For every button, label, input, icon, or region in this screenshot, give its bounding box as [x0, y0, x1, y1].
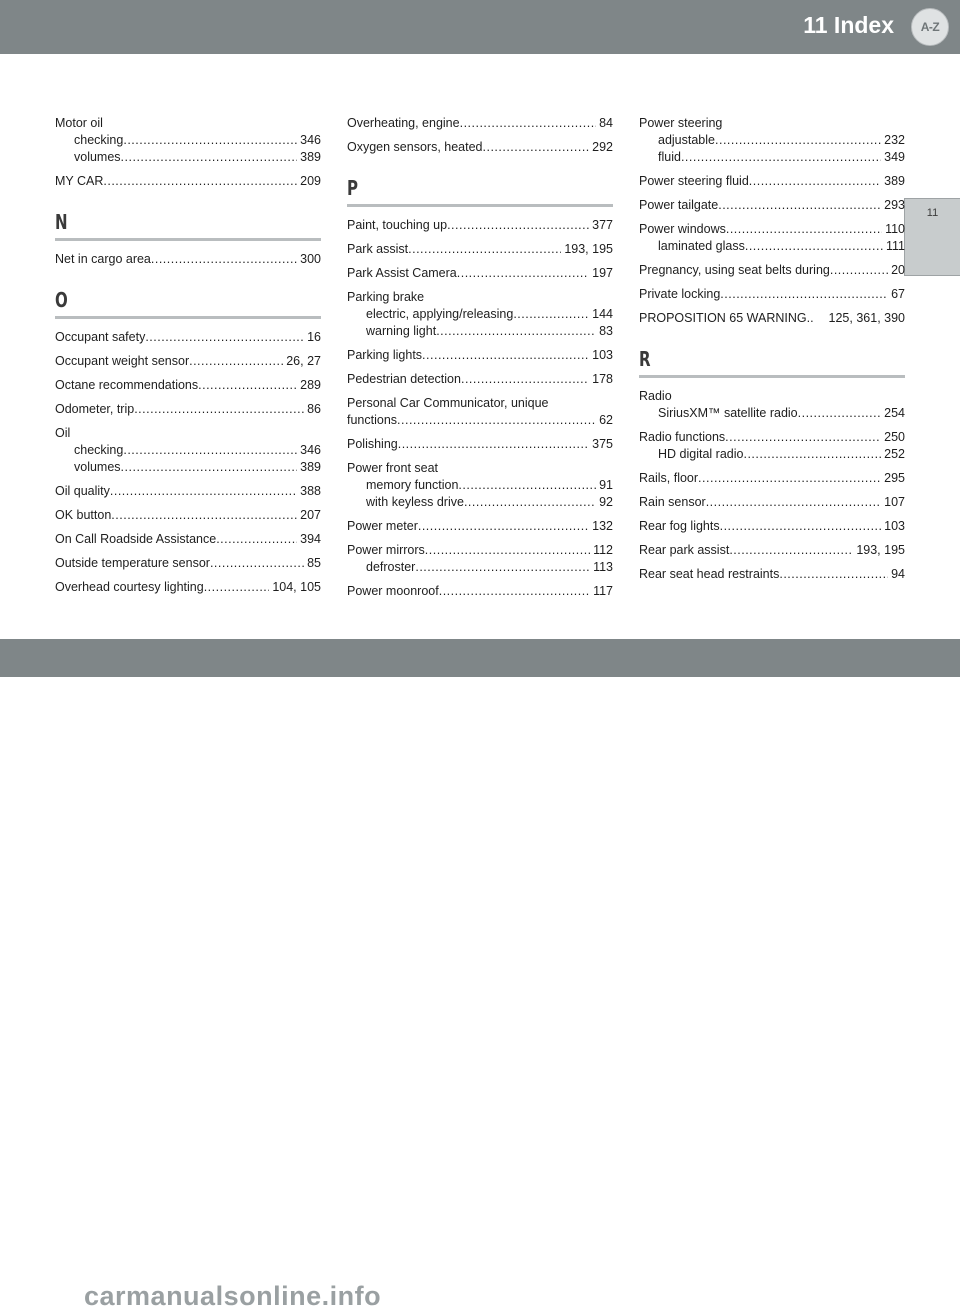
entry-pages: 67 [891, 287, 905, 301]
index-entry [639, 494, 905, 511]
entry-term: warning light [366, 324, 437, 338]
index-entry [639, 262, 905, 279]
entry-term: Power meter [347, 519, 418, 533]
index-subentry [55, 132, 321, 149]
entry-term: HD digital radio [658, 447, 744, 461]
entry-pages: 26, 27 [286, 354, 321, 368]
section-header [639, 347, 905, 378]
entry-term: Net in cargo area [55, 252, 151, 266]
entry-term: fluid [658, 150, 681, 164]
entry-term: defroster [366, 560, 416, 574]
index-entry-line [55, 555, 321, 572]
entry-term: Power steering [639, 116, 723, 130]
chapter-tab [904, 198, 960, 276]
entry-pages: 91 [599, 478, 613, 492]
leader-dots [439, 583, 590, 600]
leader-dots [464, 494, 596, 511]
index-entry [639, 221, 905, 255]
index-entry-line [347, 347, 613, 364]
entry-pages: 250 [884, 430, 905, 444]
leader-dots [779, 566, 888, 583]
leader-dots [745, 238, 883, 255]
entry-term: Power front seat [347, 461, 439, 475]
a-z-index-icon [911, 8, 949, 46]
entry-pages: 94 [891, 567, 905, 581]
entry-pages: 132 [592, 519, 613, 533]
leader-dots [698, 470, 881, 487]
entry-term: Parking lights [347, 348, 423, 362]
leader-dots [210, 555, 304, 572]
index-entry [347, 436, 613, 453]
index-subentry [639, 405, 905, 422]
section-divider [639, 375, 905, 378]
entry-term: memory function [366, 478, 459, 492]
index-entry-line [639, 197, 905, 214]
index-entry-line [55, 173, 321, 190]
index-entry [55, 531, 321, 548]
index-entry-line [55, 329, 321, 346]
leader-dots [198, 377, 297, 394]
leader-dots [458, 477, 596, 494]
index-entry [639, 518, 905, 535]
section-letter: O [55, 288, 68, 312]
index-entry-line [639, 542, 905, 559]
index-entry-line [55, 579, 321, 596]
entry-term: Rear park assist [639, 543, 730, 557]
index-entry [347, 371, 613, 388]
leader-dots [204, 579, 270, 596]
entry-term: Pregnancy, using seat belts during [639, 263, 830, 277]
entry-pages: 178 [592, 372, 613, 386]
index-entry [347, 460, 613, 511]
leader-dots [436, 323, 596, 340]
index-entry [639, 173, 905, 190]
index-subentry [639, 132, 905, 149]
leader-dots [743, 446, 881, 463]
leader-dots [681, 149, 881, 166]
a-z-logo-text: A-Z [920, 20, 940, 34]
entry-term: Power mirrors [347, 543, 425, 557]
leader-dots [460, 115, 597, 132]
entry-term: Overhead courtesy lighting [55, 580, 204, 594]
index-entry [55, 353, 321, 370]
entry-term: Occupant safety [55, 330, 146, 344]
entry-term: Power tailgate [639, 198, 719, 212]
leader-dots [134, 401, 304, 418]
leader-dots [216, 531, 297, 548]
entry-pages: 107 [884, 495, 905, 509]
index-subentry [639, 149, 905, 166]
leader-dots [457, 265, 589, 282]
entry-term: On Call Roadside Assistance [55, 532, 217, 546]
index-entry-line [639, 221, 905, 238]
entry-pages: 232 [884, 133, 905, 147]
entry-pages: 20 [891, 263, 905, 277]
entry-term: volumes [74, 150, 121, 164]
index-entry-line [639, 115, 905, 132]
index-entry-line [639, 518, 905, 535]
index-entry [639, 310, 905, 327]
entry-term: Outside temperature sensor [55, 556, 210, 570]
leader-dots [447, 217, 589, 234]
entry-pages: 85 [307, 556, 321, 570]
index-subentry [639, 446, 905, 463]
index-subentry [347, 559, 613, 576]
page-footer [0, 639, 960, 1311]
entry-pages: 300 [300, 252, 321, 266]
section-header [55, 210, 321, 241]
index-subentry [347, 306, 613, 323]
entry-pages: 103 [592, 348, 613, 362]
entry-pages: 125, 361, 390 [828, 311, 905, 325]
entry-term: Occupant weight sensor [55, 354, 190, 368]
entry-term: adjustable [658, 133, 715, 147]
index-entry-line [55, 353, 321, 370]
entry-term-continued: functions [347, 413, 398, 427]
index-entry-line [639, 262, 905, 279]
index-subentry [347, 494, 613, 511]
entry-pages: 144 [592, 307, 613, 321]
index-entry-line [347, 139, 613, 156]
entry-term: Parking brake [347, 290, 425, 304]
entry-pages: 110 [885, 222, 905, 236]
leader-dots [121, 149, 298, 166]
index-entry-line [639, 429, 905, 446]
entry-pages: 346 [300, 443, 321, 457]
entry-term: Power windows [639, 222, 726, 236]
entry-term: Oil quality [55, 484, 110, 498]
index-entry [639, 197, 905, 214]
index-entry [347, 518, 613, 535]
section-divider [55, 238, 321, 241]
leader-dots [706, 494, 881, 511]
entry-term: Rear fog lights [639, 519, 720, 533]
entry-pages: 207 [300, 508, 321, 522]
index-entry-line [347, 436, 613, 453]
entry-pages: 197 [592, 266, 613, 280]
index-entry [639, 470, 905, 487]
entry-pages: 377 [592, 218, 613, 232]
entry-term: Odometer, trip [55, 402, 135, 416]
index-entry-line [347, 289, 613, 306]
leader-dots [151, 251, 297, 268]
leader-dots [483, 139, 590, 156]
entry-pages: 84 [599, 116, 613, 130]
entry-term: Private locking [639, 287, 721, 301]
index-entry-line [347, 460, 613, 477]
entry-pages: 388 [300, 484, 321, 498]
entry-term: Power moonroof [347, 584, 439, 598]
entry-pages: 193, 195 [564, 242, 613, 256]
leader-dots [408, 241, 561, 258]
index-entry [55, 401, 321, 418]
entry-pages: 104, 105 [272, 580, 321, 594]
chapter-tab-label: 11 [926, 207, 939, 219]
index-entry [347, 241, 613, 258]
entry-pages: 193, 195 [856, 543, 905, 557]
entry-pages: 349 [884, 150, 905, 164]
index-entry [55, 555, 321, 572]
index-entry [55, 377, 321, 394]
section-divider [347, 204, 613, 207]
index-entry [347, 583, 613, 600]
entry-term: SiriusXM™ satellite radio [658, 406, 798, 420]
entry-pages: 346 [300, 133, 321, 147]
leader-dots [123, 132, 297, 149]
leader-dots [425, 542, 590, 559]
leader-dots [798, 405, 882, 422]
entry-term: laminated glass [658, 239, 745, 253]
entry-pages: 112 [593, 543, 613, 557]
entry-pages: 375 [592, 437, 613, 451]
section-letter: P [347, 176, 359, 200]
index-entry [639, 286, 905, 303]
leader-dots [720, 518, 882, 535]
page-header [0, 0, 960, 54]
leader-dots [726, 221, 882, 238]
index-entry [55, 329, 321, 346]
entry-term: Rails, floor [639, 471, 699, 485]
entry-term: volumes [74, 460, 121, 474]
leader-dots [715, 132, 881, 149]
index-subentry [55, 459, 321, 476]
leader-dots [398, 436, 589, 453]
leader-dots [123, 442, 297, 459]
index-column-1 [55, 115, 321, 603]
entry-term: Oil [55, 426, 71, 440]
index-entry [347, 139, 613, 156]
index-entry-line [347, 583, 613, 600]
leader-dots [461, 371, 589, 388]
leader-dots [725, 429, 881, 446]
index-entry [347, 265, 613, 282]
index-entry [347, 542, 613, 576]
index-entry [347, 289, 613, 340]
entry-pages: 92 [599, 495, 613, 509]
index-entry [639, 566, 905, 583]
section-header [55, 288, 321, 319]
entry-pages: 389 [300, 150, 321, 164]
entry-term: Power steering fluid [639, 174, 749, 188]
index-entry [55, 579, 321, 596]
index-entry-line [55, 531, 321, 548]
entry-term: Personal Car Communicator, unique [347, 396, 549, 410]
entry-term: Motor oil [55, 116, 103, 130]
entry-term: electric, applying/releasing [366, 307, 514, 321]
index-entry-line [347, 115, 613, 132]
leader-dots [830, 262, 888, 279]
index-entry-line [55, 507, 321, 524]
leader-dots [110, 483, 297, 500]
entry-term: OK button [55, 508, 112, 522]
leader-dots [418, 518, 589, 535]
entry-term: Radio [639, 389, 672, 403]
chapter-title: 11 Index [803, 12, 894, 38]
entry-pages: 111 [885, 239, 905, 253]
index-entry-line [639, 286, 905, 303]
entry-term: Paint, touching up [347, 218, 448, 232]
index-entry-line [55, 425, 321, 442]
index-entry-line [347, 241, 613, 258]
entry-term: Rear seat head restraints [639, 567, 780, 581]
leader-dots [718, 197, 881, 214]
leader-dots [729, 542, 853, 559]
index-entry [55, 251, 321, 268]
leader-dots [111, 507, 297, 524]
index-entry-line [347, 265, 613, 282]
index-entry-line [639, 173, 905, 190]
index-entry-line [639, 566, 905, 583]
entry-term: checking [74, 133, 124, 147]
index-entry [347, 217, 613, 234]
index-column-2 [347, 115, 613, 607]
index-subentry [55, 442, 321, 459]
entry-pages: 295 [884, 471, 905, 485]
entry-term: PROPOSITION 65 WARNING.. [639, 311, 814, 325]
leader-dots [513, 306, 589, 323]
entry-pages: 62 [599, 413, 613, 427]
page-number: 401 [922, 1288, 946, 1304]
index-entry-line [639, 388, 905, 405]
entry-term: Pedestrian detection [347, 372, 461, 386]
entry-term: with keyless drive [366, 495, 464, 509]
index-entry [639, 542, 905, 559]
section-header [347, 176, 613, 207]
entry-term: Overheating, engine [347, 116, 460, 130]
section-letter: N [55, 210, 68, 234]
entry-pages: 252 [884, 447, 905, 461]
index-entry-line [347, 542, 613, 559]
entry-pages: 389 [300, 460, 321, 474]
leader-dots [415, 559, 590, 576]
leader-dots [121, 459, 298, 476]
index-entry [347, 395, 613, 429]
section-divider [55, 316, 321, 319]
entry-pages: 394 [300, 532, 321, 546]
entry-term: checking [74, 443, 124, 457]
entry-pages: 103 [884, 519, 905, 533]
entry-term: Park assist [347, 242, 409, 256]
entry-term: Polishing [347, 437, 398, 451]
entry-term: Radio functions [639, 430, 726, 444]
index-entry [55, 507, 321, 524]
entry-term: Rain sensor [639, 495, 706, 509]
entry-pages: 254 [884, 406, 905, 420]
entry-pages: 16 [307, 330, 321, 344]
index-entry [55, 483, 321, 500]
index-entry-line [347, 518, 613, 535]
index-entry [55, 425, 321, 476]
entry-pages: 292 [592, 140, 613, 154]
index-entry-line [55, 251, 321, 268]
section-letter: R [639, 347, 651, 371]
entry-term: Oxygen sensors, heated [347, 140, 483, 154]
entry-term: MY CAR [55, 174, 104, 188]
index-entry-line [347, 412, 613, 429]
index-entry [347, 347, 613, 364]
entry-pages: 209 [300, 174, 321, 188]
index-subentry [639, 238, 905, 255]
entry-term: Park Assist Camera [347, 266, 457, 280]
index-entry-line [347, 371, 613, 388]
index-column-3 [639, 115, 905, 590]
index-entry [639, 115, 905, 166]
entry-pages: 117 [593, 584, 613, 598]
index-entry-line [55, 483, 321, 500]
index-entry-line [347, 217, 613, 234]
index-entry-line [55, 377, 321, 394]
index-entry [347, 115, 613, 132]
index-entry [55, 115, 321, 166]
entry-pages: 83 [599, 324, 613, 338]
index-subentry [55, 149, 321, 166]
index-entry-line [55, 401, 321, 418]
leader-dots [103, 173, 297, 190]
watermark: carmanualsonline.info [84, 1281, 382, 1311]
index-entry-line [55, 115, 321, 132]
entry-pages: 293 [884, 198, 905, 212]
entry-term: Octane recommendations [55, 378, 199, 392]
index-entry [55, 173, 321, 190]
entry-pages: 113 [593, 560, 613, 574]
index-entry-line [639, 470, 905, 487]
index-entry [639, 388, 905, 422]
leader-dots [189, 353, 283, 370]
leader-dots [749, 173, 881, 190]
leader-dots [720, 286, 888, 303]
leader-dots [145, 329, 304, 346]
index-entry-line [639, 494, 905, 511]
entry-pages: 289 [300, 378, 321, 392]
index-entry-line [639, 310, 905, 327]
index-entry [639, 429, 905, 463]
entry-pages: 389 [884, 174, 905, 188]
index-subentry [347, 323, 613, 340]
leader-dots [397, 412, 596, 429]
index-subentry [347, 477, 613, 494]
entry-pages: 86 [307, 402, 321, 416]
leader-dots [422, 347, 589, 364]
